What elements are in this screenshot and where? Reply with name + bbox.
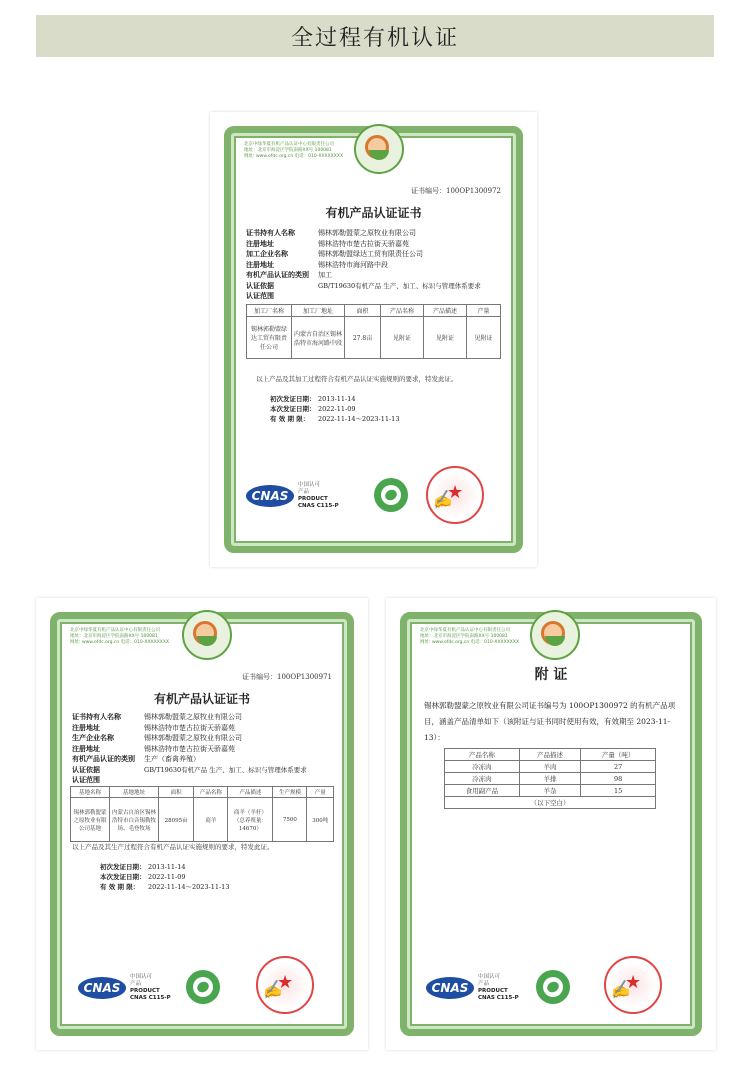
field-row: 注册地址 锡林浩特市楚古拉街天骄嘉苑	[72, 723, 235, 732]
table-cell: 羊肉	[519, 761, 581, 773]
table-cell: 冷冻肉	[445, 761, 520, 773]
certificate-production	[36, 598, 368, 1050]
table-cell: 15	[581, 785, 656, 797]
signature-icon: ✍	[608, 978, 632, 1001]
field-row: 生产企业名称 锡林郭勒盟蒙之原牧业有限公司	[72, 734, 242, 742]
table-header: 产量	[307, 787, 334, 798]
cnas-text: 中国认可 产品 PRODUCT CNAS C115-P	[478, 974, 519, 1001]
table-cell: 食用副产品	[445, 785, 520, 797]
page-banner	[36, 15, 714, 57]
field-row: 认证依据 GB/T19630有机产品 生产、加工、标识与管理体系要求	[72, 765, 307, 774]
table-cell: 羊排	[519, 773, 581, 785]
date-row: 本次发证日期： 2022-11-09	[270, 405, 356, 413]
issuer-name: 北京中绿华夏有机产品认证中心有限责任公司	[70, 628, 160, 633]
table-row	[445, 773, 656, 785]
table-header: 加工厂地址	[292, 305, 345, 317]
field-row: 有机产品认证的类别 生产（畜禽养殖）	[72, 755, 200, 763]
cofcc-logo-icon	[186, 970, 220, 1004]
cnas-mark	[246, 482, 339, 510]
cnas-mark	[426, 974, 519, 1002]
date-row: 初次发证日期： 2013-11-14	[270, 395, 356, 403]
table-row	[445, 785, 656, 797]
organic-emblem-icon	[182, 610, 232, 660]
table-cell: 7500	[273, 798, 307, 842]
page-title: 全过程有机认证	[290, 25, 459, 51]
scope-table	[70, 786, 334, 842]
certification-statement: 以上产品及其生产过程符合有机产品认证实施规则的要求，特发此证。	[72, 843, 274, 851]
table-header-row	[445, 749, 656, 761]
field-row: 认证依据 GB/T19630有机产品 生产、加工、标识与管理体系要求	[246, 281, 481, 290]
table-header: 基地地址	[110, 787, 159, 798]
certificate-fields	[246, 228, 481, 302]
issue-dates	[270, 394, 399, 424]
table-cell: 27	[581, 761, 656, 773]
table-row	[71, 798, 334, 842]
cnas-text: 中国认可 产品 PRODUCT CNAS C115-P	[130, 974, 171, 1001]
certificate-title: 有机产品认证证书	[153, 692, 250, 706]
issuer-address: 地址：北京市海淀区学院南路XX号 100081	[244, 148, 332, 153]
table-row	[445, 761, 656, 773]
table-header: 面积	[159, 787, 194, 798]
table-cell: 商羊	[194, 798, 228, 842]
table-header: 产品描述	[519, 749, 581, 761]
annex-title: 附 证	[534, 667, 568, 683]
certificate-number: 证书编号：100OP1300972	[411, 187, 501, 195]
signature-icon: ✍	[260, 978, 284, 1001]
issuer-contact: 网址: www.ofdc.org.cn 电话：010-XXXXXXXX	[244, 154, 344, 159]
table-cell: 内蒙古自治区锡林浩特市白音锡勒牧场、毛登牧场	[110, 798, 159, 842]
date-row: 初次发证日期： 2013-11-14	[100, 863, 186, 871]
cnas-logo-icon: CNAS	[246, 485, 294, 507]
certificate-number: 证书编号：100OP1300971	[242, 673, 332, 681]
table-cell: 见附证	[381, 317, 424, 359]
table-cell: 28095亩	[159, 798, 194, 842]
cnas-logo-icon: CNAS	[426, 977, 474, 999]
table-cell: 98	[581, 773, 656, 785]
table-row	[247, 317, 501, 359]
field-row: 认证范围	[72, 776, 100, 784]
table-cell: 见附证	[466, 317, 500, 359]
table-cell: 27.8亩	[345, 317, 381, 359]
signature-icon: ✍	[430, 488, 454, 511]
date-row: 有 效 期 限： 2022-11-14～2023-11-13	[100, 883, 230, 891]
table-cell: 见附证	[423, 317, 466, 359]
certificate-fields	[72, 712, 307, 786]
table-header-row	[71, 787, 334, 798]
table-header: 产量（吨）	[581, 749, 656, 761]
date-row: 有 效 期 限： 2022-11-14～2023-11-13	[270, 415, 400, 423]
table-header: 基地名称	[71, 787, 110, 798]
certificate-annex	[386, 598, 716, 1050]
table-header: 产品名称	[381, 305, 424, 317]
certification-statement: 以上产品及其加工过程符合有机产品认证实施规则的要求，特发此证。	[256, 375, 458, 383]
certificate-processing	[210, 112, 537, 567]
table-header-row	[247, 305, 501, 317]
certificate-title: 有机产品认证证书	[325, 206, 422, 220]
cofcc-logo-icon	[536, 970, 570, 1004]
organic-emblem-icon	[530, 610, 580, 660]
table-header: 生产规模	[273, 787, 307, 798]
field-row: 注册地址 锡林浩特市楚古拉街天骄嘉苑	[246, 239, 409, 248]
scope-table	[246, 304, 501, 359]
issuer-name: 北京中绿华夏有机产品认证中心有限责任公司	[244, 142, 334, 147]
table-cell: 锡林郭勒盟绿达工贸有限责任公司	[247, 317, 292, 359]
table-cell: 内蒙古自治区锡林浩特市海河路中段	[292, 317, 345, 359]
table-header: 产品描述	[423, 305, 466, 317]
issuer-contact: 网址: www.ofdc.org.cn 电话：010-XXXXXXXX	[70, 640, 170, 645]
issuer-name: 北京中绿华夏有机产品认证中心有限责任公司	[420, 628, 510, 633]
table-cell: 300吨	[307, 798, 334, 842]
cnas-text: 中国认可 产品 PRODUCT CNAS C115-P	[298, 482, 339, 509]
field-row: 认证范围	[246, 292, 274, 300]
table-header: 产品名称	[194, 787, 228, 798]
table-header: 产品描述	[228, 787, 273, 798]
table-header: 产品名称	[445, 749, 520, 761]
field-row: 加工企业名称 锡林郭勒盟绿达工贸有限责任公司	[246, 250, 423, 258]
cnas-mark	[78, 974, 171, 1002]
field-row: 证书持有人名称 锡林郭勒盟蒙之原牧业有限公司	[72, 713, 242, 721]
date-row: 本次发证日期： 2022-11-09	[100, 873, 186, 881]
table-cell: 羊杂	[519, 785, 581, 797]
table-cell: 商羊（羊杆）（总养殖量：14670）	[228, 798, 273, 842]
table-header: 产量	[466, 305, 500, 317]
field-row: 注册地址 锡林浩特市楚古拉街天骄嘉苑	[72, 744, 235, 753]
field-row: 注册地址 锡林浩特市海河路中段	[246, 260, 388, 269]
table-header: 面积	[345, 305, 381, 317]
product-table	[444, 748, 656, 809]
cofcc-logo-icon	[374, 478, 408, 512]
issuer-address: 地址：北京市海淀区学院南路XX号 100081	[70, 634, 158, 639]
issuer-contact: 网址: www.ofdc.org.cn 电话：010-XXXXXXXX	[420, 640, 520, 645]
blank-note: （以下空白）	[445, 797, 656, 809]
issue-dates	[100, 862, 229, 892]
annex-intro: 锡林郭勒盟蒙之原牧业有限公司证书编号为 100OP1300972 的有机产品项目，涵盖产品清单如下（该附证与证书同时使用有效，有效期至 2023-11-13）：	[424, 701, 676, 742]
organic-emblem-icon	[354, 124, 404, 174]
table-cell: 锡林郭勒盟蒙之原牧业有限公司基地	[71, 798, 110, 842]
issuer-address: 地址：北京市海淀区学院南路XX号 100081	[420, 634, 508, 639]
cnas-logo-icon: CNAS	[78, 977, 126, 999]
table-header: 加工厂名称	[247, 305, 292, 317]
issuer-info	[244, 142, 343, 160]
table-row	[445, 797, 656, 809]
issuer-info	[70, 628, 169, 646]
field-row: 证书持有人名称 锡林郭勒盟蒙之原牧业有限公司	[246, 229, 416, 237]
table-cell: 冷冻肉	[445, 773, 520, 785]
field-row: 有机产品认证的类别 加工	[246, 271, 332, 279]
issuer-info	[420, 628, 519, 646]
